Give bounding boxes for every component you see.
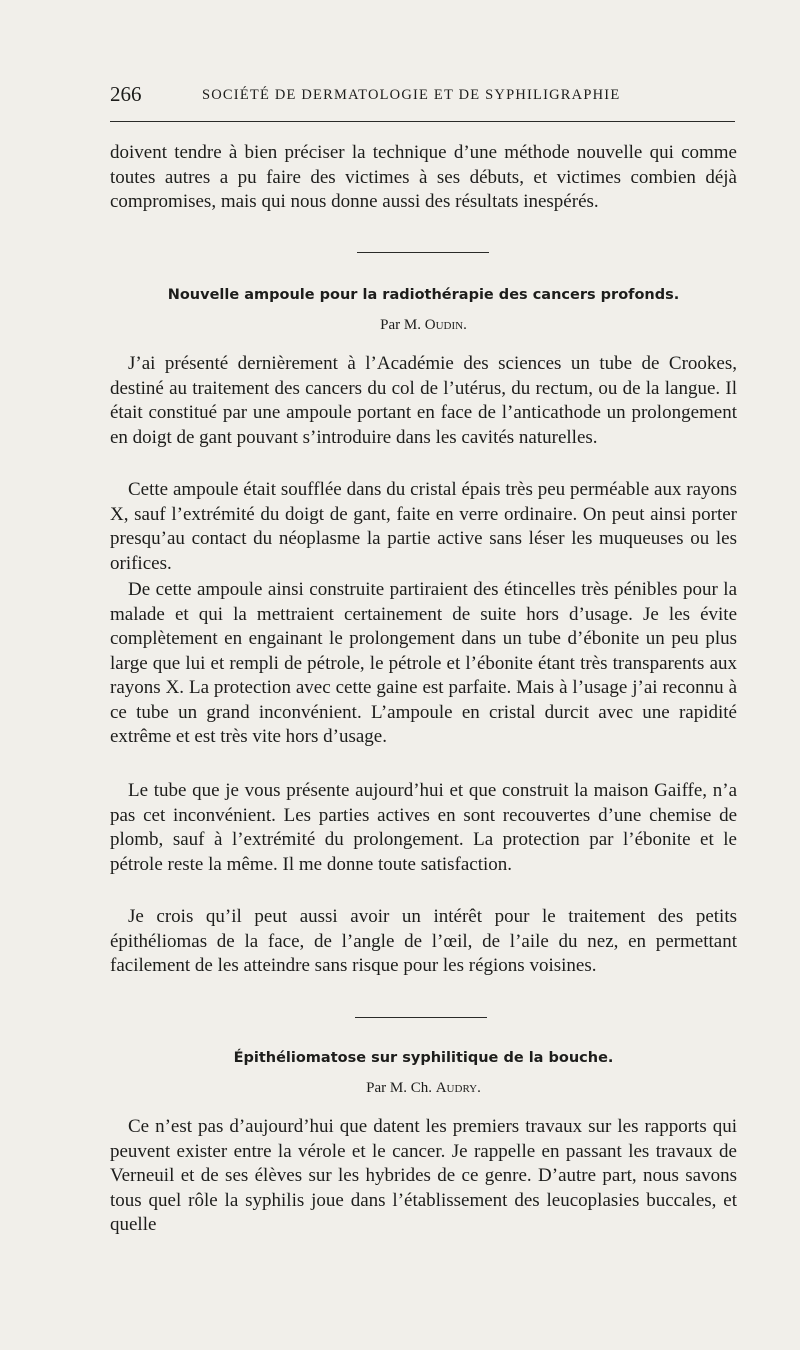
- author-name: Audry.: [435, 1080, 481, 1096]
- paragraph: Ce n’est pas d’aujourd’hui que datent les premiers travaux sur les rapports qui peuvent exister entre la vérole et le cancer. Je rappelle en passant les travaux de Verneuil et de ses élèves sur les hybrides de ce genre. D’autre part, nous savons tous quel rôle la syphilis joue dans l’établissement des leucoplasies buccales, et quelle: [110, 1116, 737, 1235]
- article-title: Nouvelle ampoule pour la radiothérapie des cancers profonds.: [167, 287, 680, 303]
- paragraph: Le tube que je vous présente aujourd’hui et que construit la maison Gaiffe, n’a pas cet inconvénient. Les parties actives en sont recouvertes d’une chemise de plomb, sauf à l’extrémité du prolongement. La protection par l’ébonite et le pétrole reste la même. Il me donne toute satisfaction.: [110, 780, 737, 875]
- byline-prefix: Par M. Ch.: [366, 1080, 432, 1096]
- journal-title: SOCIÉTÉ DE DERMATOLOGIE ET DE SYPHILIGRAPHIE: [202, 87, 621, 103]
- header-rule: [110, 121, 735, 122]
- article-byline: [110, 317, 737, 334]
- paragraph: De cette ampoule ainsi construite partiraient des étincelles très pénibles pour la malade et qui la mettraient certainement de suite hors d’usage. Je les évite complètement en engainant le prolongement dans un tube d’ébonite un peu plus large que lui et rempli de pétrole, le pétrole et l’ébonite étant très transparents aux rayons X. La protection avec cette gaine est parfaite. Mais à l’usage j’ai reconnu à ce tube un grand inconvénient. L’ampoule en cristal durcit avec une rapidité extrême et est très vite hors d’usage.: [110, 579, 737, 747]
- paragraph: Cette ampoule était soufflée dans du cristal épais très peu perméable aux rayons X, sauf l’extrémité du doigt de gant, faite en verre ordinaire. On peut ainsi porter presqu’au contact du néoplasme la partie active sans léser les muqueuses ou les orifices.: [110, 479, 737, 574]
- page-number: 266: [110, 82, 142, 106]
- article-title: Épithéliomatose sur syphilitique de la bouche.: [233, 1050, 614, 1066]
- paragraph: Je crois qu’il peut aussi avoir un intérêt pour le traitement des petits épithéliomas de la face, de l’angle de l’œil, de l’aile du nez, en permettant facilement de les atteindre sans risque pour les régions voisines.: [110, 906, 737, 976]
- author-name: Oudin.: [424, 317, 467, 333]
- running-head: [110, 82, 735, 112]
- paragraph: J’ai présenté dernièrement à l’Académie des sciences un tube de Crookes, destiné au traitement des cancers du col de l’utérus, du rectum, ou de la langue. Il était constitué par une ampoule portant en face de l’anticathode un prolongement en doigt de gant pouvant s’introduire dans les cavités naturelles.: [110, 353, 737, 448]
- article-byline: [110, 1080, 737, 1097]
- section-divider: [355, 1017, 487, 1018]
- section-divider: [357, 252, 489, 253]
- intro-paragraph: doivent tendre à bien préciser la technique d’une méthode nouvelle qui comme toutes autres a pu faire des victimes à ses débuts, et victimes combien déjà compromises, mais qui nous donne aussi des résultats inespérés.: [110, 142, 737, 212]
- byline-prefix: Par M.: [380, 317, 421, 333]
